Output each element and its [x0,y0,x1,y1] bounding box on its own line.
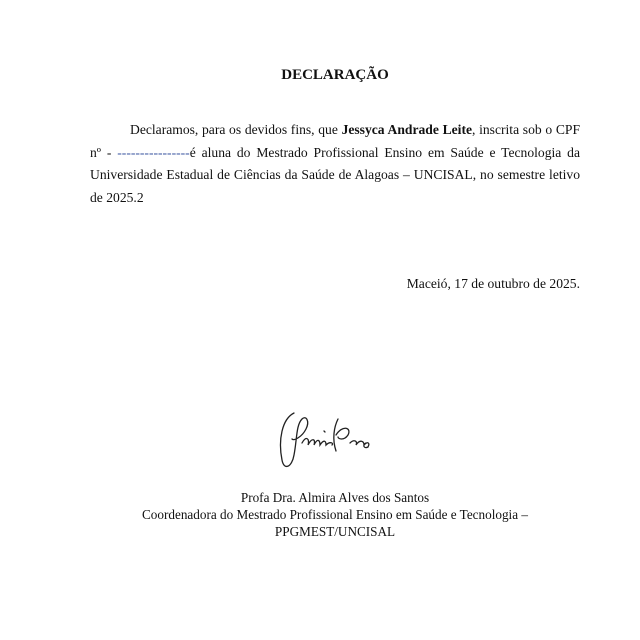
student-name: Jessyca Andrade Leite [341,122,473,137]
signature-image [272,405,382,475]
cpf-text: , inscrita sob o CPF nº - [90,122,581,160]
body-rest: é aluna do Mestrado Profissional Ensino em Saúde e Tecnologia da Universidade Estadual de Ciências da Saúde de Alagoas – UNCISAL, no semestre letivo de 2025.2 [90,144,581,206]
document-title: DECLARAÇÃO [281,67,389,83]
signer-block [0,489,640,540]
signer-program: PPGMEST/UNCISAL [274,524,396,539]
signer-role: Coordenadora do Mestrado Profissional Ensino em Saúde e Tecnologia – [142,507,528,522]
intro-text: Declaramos, para os devidos fins, que [130,122,342,137]
date-line: Maceió, 17 de outubro de 2025. [406,276,580,291]
signer-name: Profa Dra. Almira Alves dos Santos [240,490,430,505]
cpf-redacted: ---------------- [117,144,190,160]
declaration-paragraph [90,119,580,210]
